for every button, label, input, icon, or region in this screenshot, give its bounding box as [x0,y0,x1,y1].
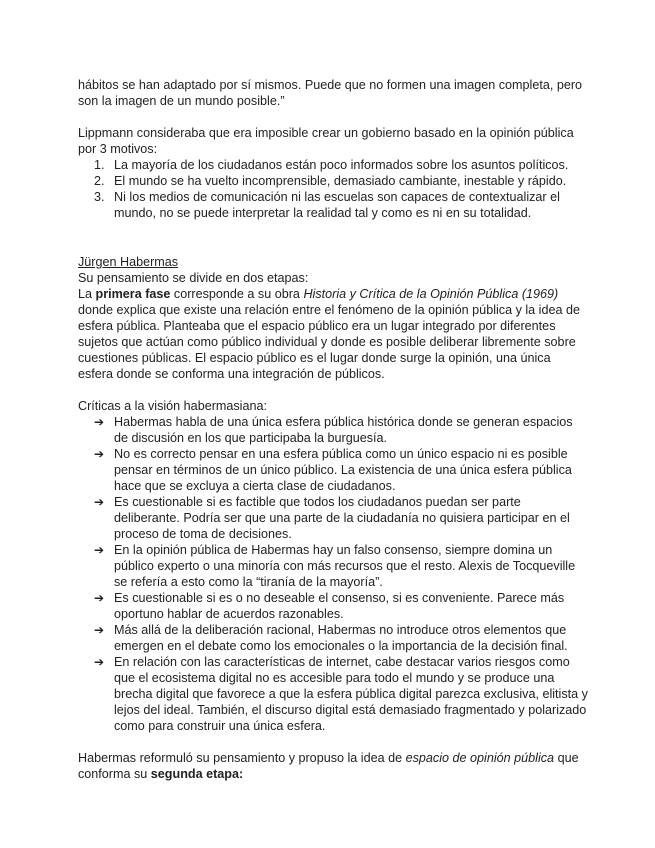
list-item: ➔ Es cuestionable si es factible que todos los ciudadanos puedan ser parte deliberante. Podría ser que una parte de la ciudadanía no quisiera participar en el proceso de toma de decisiones. [94,495,570,541]
criticas-title: Críticas a la visión habermasiana: [78,399,267,413]
arrow-icon: ➔ [94,415,105,429]
list-item: ➔ Habermas habla de una única esfera pública histórica donde se generan espacios de discusión en los que participaba la burguesía. [94,415,573,445]
list-item: ➔ Es cuestionable si es o no deseable el consenso, si es conveniente. Parece más oportuno hablar de acuerdos razonables. [94,591,565,621]
lippmann-reasons-list [78,157,588,221]
primera-fase-paragraph: La primera fase corresponde a su obra Historia y Crítica de la Opinión Pública (1969) donde explica que existe una relación entre el fenómeno de la opinión pública y la idea de esfera pública. Planteaba que el espacio público era un lugar integrado por diferentes sujetos que actúan como público individual y donde es posible deliberar libremente sobre cuestiones públicas. El espacio público es el lugar donde surge la opinión, una única esfera donde se conforma una integración de públicos. [78,287,581,381]
lippmann-intro: Lippmann consideraba que era imposible crear un gobierno basado en la opinión pública por 3 motivos: [78,126,574,156]
arrow-icon: ➔ [94,447,105,461]
list-item: ➔ Más allá de la deliberación racional, Habermas no introduce otros elementos que emergen en el debate como los emocionales o la importancia de la decisión final. [94,623,568,653]
arrow-icon: ➔ [94,495,105,509]
document-page [78,77,588,782]
intro-quote: hábitos se han adaptado por sí mismos. Puede que no formen una imagen completa, pero son la imagen de un mundo posible.” [78,78,583,108]
list-item: 2. El mundo se ha vuelto incomprensible, demasiado cambiante, inestable y rápido. [94,174,567,188]
closing-paragraph: Habermas reformuló su pensamiento y propuso la idea de espacio de opinión pública que conforma su segunda etapa: [78,751,579,781]
arrow-icon: ➔ [94,623,105,637]
arrow-icon: ➔ [94,543,105,557]
list-item: ➔ No es correcto pensar en una esfera pública como un único espacio ni es posible pensar en términos de un único público. La existencia de una única esfera pública hace que se excluya a cierta clase de ciudadanos. [94,447,572,493]
section-heading-habermas: Jürgen Habermas [78,255,179,269]
list-item: 3. Ni los medios de comunicación ni las escuelas son capaces de contextualizar el mundo, no se puede interpretar la realidad tal y como es ni en su totalidad. [94,190,560,220]
list-item: 1. La mayoría de los ciudadanos están poco informados sobre los asuntos políticos. [94,158,569,172]
arrow-icon: ➔ [94,591,105,605]
list-item: ➔ En relación con las características de internet, cabe destacar varios riesgos como que el ecosistema digital no es accesible para todo el mundo y se produce una brecha digital que favorece a que la esfera pública digital parezca exclusiva, elitista y lejos del ideal. También, el discurso digital está demasiado fragmentado y polarizado como para construir una única esfera. [94,655,588,733]
arrow-icon: ➔ [94,655,105,669]
stages-intro: Su pensamiento se divide en dos etapas: [78,271,309,285]
criticas-list [78,414,588,734]
list-item: ➔ En la opinión pública de Habermas hay un falso consenso, siempre domina un público experto o una minoría con más recursos que el resto. Alexis de Tocqueville se refería a esto como la “tiranía de la mayoría”. [94,543,576,589]
